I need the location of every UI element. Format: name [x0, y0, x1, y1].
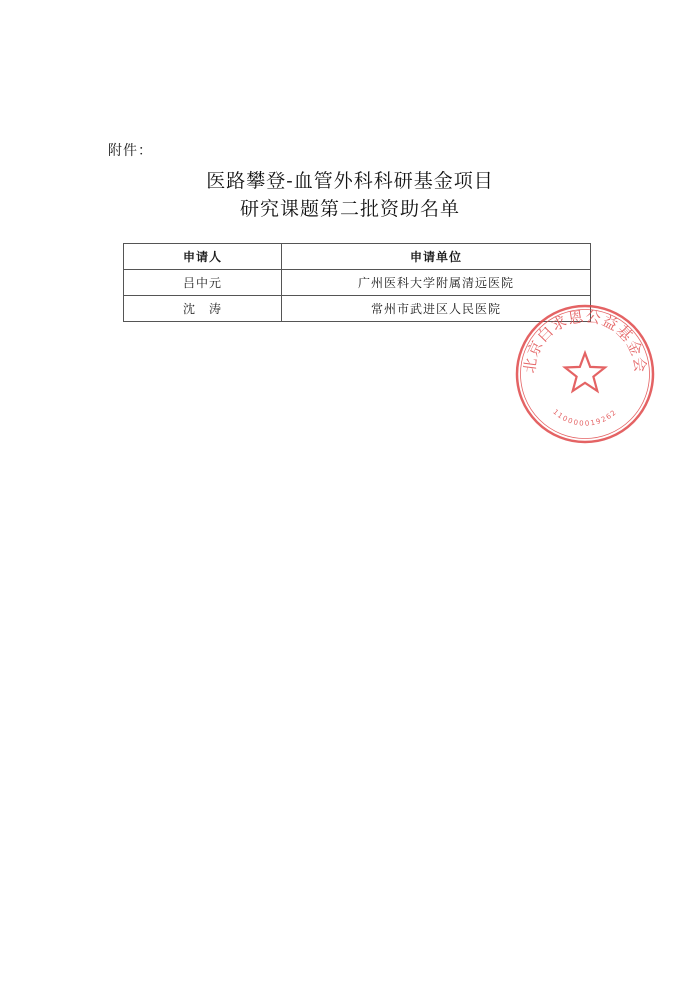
header-applicant: 申请人	[124, 244, 282, 270]
seal-name-text: 北京白求恩公益基金会	[520, 307, 650, 375]
table-row	[124, 270, 591, 296]
document-title-line-2: 研究课题第二批资助名单	[239, 198, 460, 220]
official-seal-stamp	[514, 303, 656, 445]
seal-star-icon	[565, 353, 605, 391]
seal-number-text: 110000019262	[551, 407, 619, 428]
table-header-row	[124, 244, 591, 270]
document-title-line-1: 医路攀登-血管外科科研基金项目	[206, 170, 494, 192]
cell-unit: 常州市武进区人民医院	[282, 296, 591, 322]
cell-applicant: 吕中元	[124, 270, 282, 296]
cell-applicant: 沈 涛	[124, 296, 282, 322]
attachment-label: 附件：	[108, 143, 153, 159]
header-unit: 申请单位	[282, 244, 591, 270]
cell-unit: 广州医科大学附属清远医院	[282, 270, 591, 296]
